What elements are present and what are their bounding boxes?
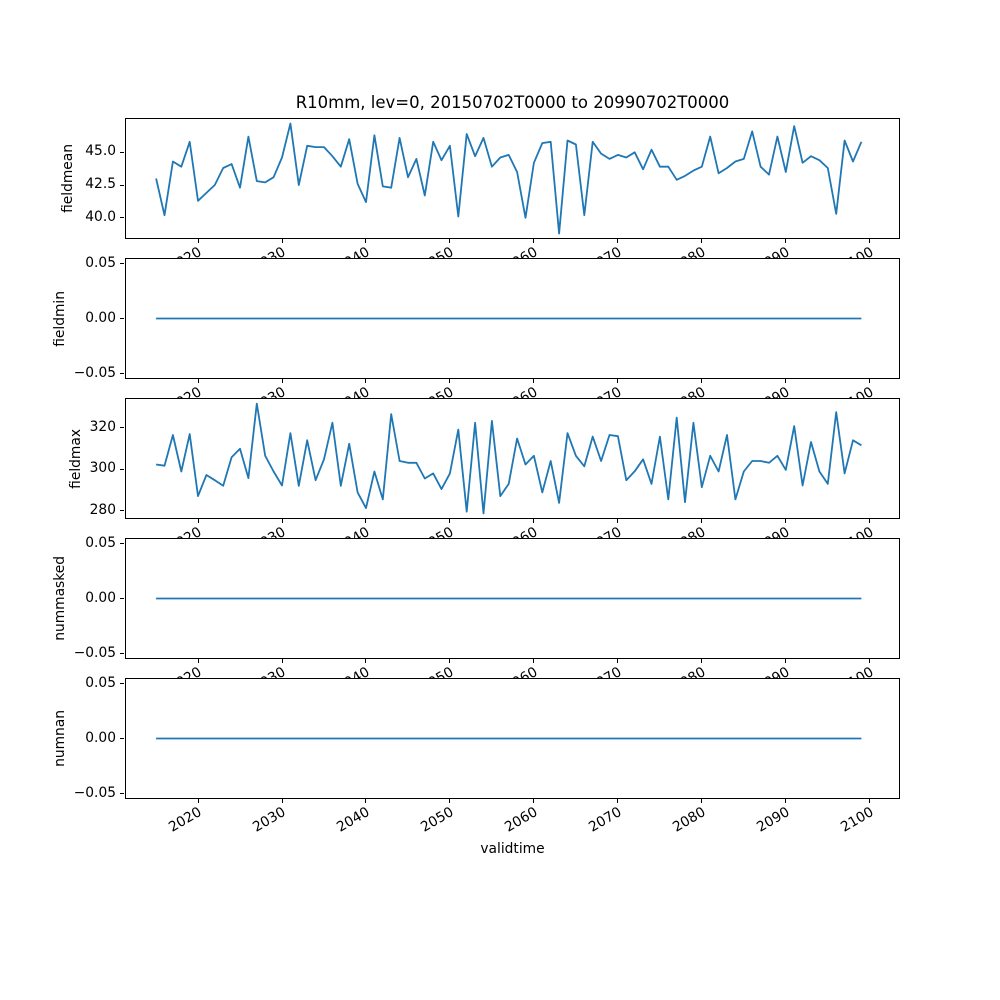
subplot-nummasked (52, 534, 900, 661)
y-tick (120, 318, 124, 319)
x-tick (365, 379, 366, 383)
y-tick-label: 280 (89, 501, 116, 518)
x-tick-label: 2100 (837, 804, 877, 836)
x-tick (701, 519, 702, 523)
x-tick (785, 379, 786, 383)
plot-area-fieldmax (125, 398, 900, 519)
y-tick (120, 738, 124, 739)
y-tick-label: 0.05 (85, 254, 116, 271)
y-axis-label-numnan (52, 678, 70, 799)
x-tick (533, 519, 534, 523)
x-tick (701, 659, 702, 663)
x-tick (282, 519, 283, 523)
x-tick (365, 799, 366, 803)
x-tick-label: 2070 (585, 804, 625, 836)
x-tick (869, 659, 870, 663)
subplot-numnan (52, 674, 900, 836)
plot-area-fieldmean (125, 118, 900, 239)
y-tick-label: 0.00 (85, 309, 116, 326)
x-tick-label: 2030 (250, 804, 289, 836)
x-tick (198, 659, 199, 663)
x-tick (198, 239, 199, 243)
y-axis-label-fieldmax (68, 398, 86, 519)
x-tick-label: 2080 (669, 804, 709, 836)
y-tick (120, 217, 124, 218)
x-tick (449, 659, 450, 663)
y-tick-label: 0.00 (85, 729, 116, 746)
x-tick (282, 379, 283, 383)
y-tick (120, 263, 124, 264)
y-tick-label: 0.00 (85, 589, 116, 606)
y-tick (120, 510, 124, 511)
x-tick (701, 799, 702, 803)
x-tick (617, 659, 618, 663)
y-tick (120, 543, 124, 544)
y-tick (120, 793, 124, 794)
x-tick-label: 2020 (166, 804, 205, 836)
y-axis-label-text: fieldmean (60, 144, 77, 213)
subplot-fieldmin (52, 254, 900, 381)
y-tick-label: 300 (89, 460, 116, 477)
line-fieldmax (156, 404, 861, 514)
subplot-fieldmax (68, 398, 900, 519)
y-axis-label-fieldmin (52, 258, 70, 379)
x-tick (785, 659, 786, 663)
x-tick (617, 519, 618, 523)
x-tick (533, 239, 534, 243)
y-tick-label: 0.05 (85, 674, 116, 691)
plot-area-nummasked (125, 538, 900, 659)
x-tick-label: 2050 (418, 804, 457, 836)
y-tick (120, 185, 124, 186)
y-tick-label: 0.05 (85, 534, 116, 551)
x-tick-label: 2040 (334, 804, 373, 836)
x-tick (533, 799, 534, 803)
x-tick (449, 239, 450, 243)
x-tick (617, 379, 618, 383)
x-tick (617, 799, 618, 803)
y-tick-label: 320 (89, 418, 116, 435)
y-tick (120, 598, 124, 599)
y-tick (120, 469, 124, 470)
x-tick (785, 239, 786, 243)
y-tick (120, 152, 124, 153)
subplot-fieldmean (60, 118, 900, 239)
x-tick-label: 2060 (501, 804, 541, 836)
x-tick (449, 379, 450, 383)
x-tick (282, 659, 283, 663)
x-tick (365, 239, 366, 243)
x-tick (365, 659, 366, 663)
y-tick (120, 373, 124, 374)
x-tick (617, 239, 618, 243)
x-tick (785, 799, 786, 803)
x-tick (869, 379, 870, 383)
y-tick-label: 42.5 (85, 176, 116, 193)
y-axis-label-text: fieldmin (52, 290, 69, 347)
y-tick-label: −0.05 (73, 364, 116, 381)
x-tick (198, 519, 199, 523)
x-tick (282, 239, 283, 243)
x-tick (365, 519, 366, 523)
y-tick-label: −0.05 (73, 644, 116, 661)
x-tick (533, 659, 534, 663)
x-tick (282, 799, 283, 803)
y-axis-label-fieldmean (60, 118, 78, 239)
line-fieldmean (156, 124, 861, 234)
y-tick-label: −0.05 (73, 784, 116, 801)
y-axis-label-nummasked (52, 538, 70, 659)
y-tick (120, 653, 124, 654)
y-tick-label: 45.0 (85, 143, 116, 160)
y-axis-label-text: numnan (52, 710, 69, 767)
x-tick (869, 239, 870, 243)
x-tick (449, 519, 450, 523)
figure-title: R10mm, lev=0, 20150702T0000 to 20990702T0000 (295, 93, 730, 112)
x-tick (869, 799, 870, 803)
y-tick (120, 683, 124, 684)
x-tick (701, 379, 702, 383)
y-tick (120, 427, 124, 428)
x-axis-title: validtime (480, 841, 545, 857)
x-tick (785, 519, 786, 523)
plot-area-fieldmin (125, 258, 900, 379)
x-tick (198, 799, 199, 803)
x-tick (449, 799, 450, 803)
x-tick (533, 379, 534, 383)
x-tick (198, 379, 199, 383)
y-axis-label-text: nummasked (52, 556, 69, 641)
plot-area-numnan (125, 678, 900, 799)
y-tick-label: 40.0 (85, 208, 116, 225)
x-tick (701, 239, 702, 243)
x-tick (869, 519, 870, 523)
x-tick-label: 2090 (753, 804, 793, 836)
y-axis-label-text: fieldmax (68, 428, 85, 489)
